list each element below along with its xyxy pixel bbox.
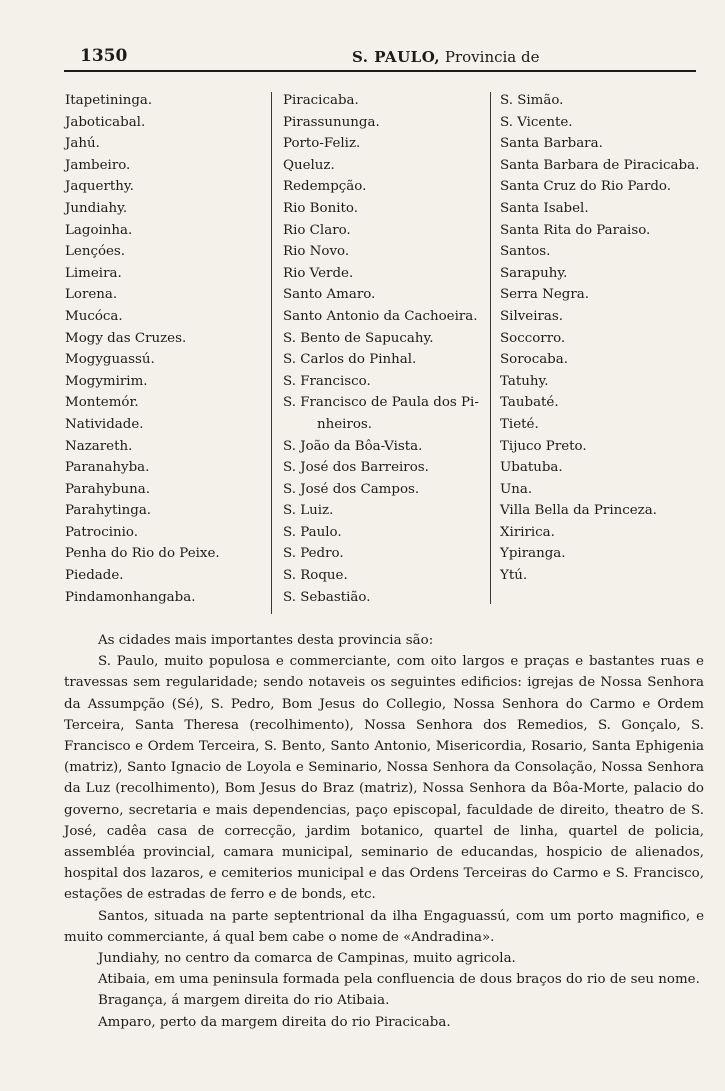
- city-entry: S. João da Bôa-Vista.: [283, 438, 423, 454]
- city-entry: Villa Bella da Princeza.: [500, 503, 657, 519]
- running-title: [352, 48, 540, 66]
- city-entry: Santos.: [500, 244, 551, 260]
- city-column-3: [500, 90, 710, 587]
- city-entry: Rio Bonito.: [283, 200, 358, 216]
- city-entry: Santa Cruz do Rio Pardo.: [500, 179, 672, 195]
- running-title-rest: Provincia de: [440, 48, 540, 66]
- city-entry: S. José dos Campos.: [283, 481, 420, 497]
- city-entry: Lorena.: [65, 287, 118, 303]
- city-entry: Pindamonhangaba.: [65, 589, 196, 605]
- city-entry: Santa Barbara de Piracicaba.: [500, 157, 700, 173]
- city-entry: Santa Barbara.: [500, 136, 603, 152]
- city-column-2: [283, 90, 493, 608]
- city-entry: S. Pedro.: [283, 546, 344, 562]
- city-entry: Limeira.: [65, 265, 122, 281]
- city-entry: Serra Negra.: [500, 287, 589, 303]
- city-entry: Paranahyba.: [65, 460, 150, 476]
- city-entry: S. Francisco de Paula dos Pi-: [283, 395, 479, 411]
- city-entry: S. Francisco.: [283, 373, 371, 389]
- city-entry: S. Paulo.: [283, 524, 342, 540]
- city-entry: Parahytinga.: [65, 503, 152, 519]
- city-entry: S. Vicente.: [500, 114, 573, 130]
- city-entry: Rio Novo.: [283, 244, 350, 260]
- city-entry: Porto-Feliz.: [283, 136, 361, 152]
- city-entry: S. Carlos do Pinhal.: [283, 352, 417, 368]
- city-entry: S. Simão.: [500, 93, 564, 108]
- city-entry: Jundiahy.: [65, 200, 128, 216]
- city-entry: S. José dos Barreiros.: [283, 460, 429, 476]
- city-entry: Redempção.: [283, 179, 367, 195]
- city-entry: Taubaté.: [500, 395, 559, 411]
- city-entry: Ypiranga.: [500, 546, 566, 562]
- city-entry: Itapetininga.: [65, 93, 153, 108]
- city-entry: Tieté.: [500, 416, 539, 432]
- paragraph: Jundiahy, no centro da comarca de Campinas, muito agricola.: [98, 951, 516, 967]
- city-entry: Jaquerthy.: [65, 179, 134, 195]
- city-entry: Lençóes.: [65, 244, 126, 260]
- column-divider-1: [271, 92, 272, 614]
- page-number: 1350: [80, 46, 128, 66]
- paragraph: Amparo, perto da margem direita do rio Piracicaba.: [98, 1014, 451, 1030]
- city-entry: Mucóca.: [65, 308, 123, 324]
- city-entry: Xiririca.: [500, 524, 555, 540]
- paragraph: As cidades mais importantes desta provincia são:: [98, 633, 434, 648]
- paragraph: S. Paulo, muito populosa e commerciante, com oito largos e praças e bastantes ruas e travessas sem regularidade; sendo notaveis os seguintes edificios: igrejas de Nossa Senhora da Assumpção (Sé), S. Pedro, Bom Jesus do Collegio, Nossa Senhora do Carmo e Ordem Terceira, Santa Theresa (recolhimento), Nossa Senhora dos Remedios, S. Gonçalo, S. Francisco e Ordem Terceira, S. Bento, Santo Antonio, Misericordia, Rosario, Santa Ephigenia (matriz), Santo Ignacio de Loyola e Seminario, Nossa Senhora da Consolação, Nossa Senhora da Luz (recolhimento), Bom Jesus do Braz (matriz), Nossa Senhora da Bôa-Morte, palacio do governo, secretaria e mais dependencias, paço episcopal, faculdade de direito, theatro de S. José, cadêa casa de correcção, jardim botanico, quartel de linha, quartel de policia, assembléa provincial, camara municipal, seminario de educandas, hospicio de alienados, hospital dos lazaros, e cemiterios municipal e das Ordens Terceiras do Carmo e S. Francisco, estações de estradas de ferro e de bonds, etc.: [64, 654, 704, 903]
- city-entry: Soccorro.: [500, 330, 566, 346]
- city-entry: nheiros.: [317, 416, 373, 432]
- running-title-bold: S. PAULO,: [352, 48, 441, 66]
- city-entry: Santo Amaro.: [283, 287, 376, 303]
- city-entry: Lagoinha.: [65, 222, 133, 238]
- paragraph: Bragança, á margem direita do rio Atibaia.: [98, 993, 390, 1009]
- city-entry: Sarapuhy.: [500, 265, 568, 281]
- city-entry: Rio Claro.: [283, 222, 351, 238]
- city-entry: Ytú.: [500, 568, 528, 584]
- city-column-1: [65, 90, 265, 608]
- city-entry: Mogymirim.: [65, 373, 148, 389]
- city-entry: Jaboticabal.: [65, 114, 146, 130]
- city-entry: Jahú.: [65, 136, 100, 152]
- city-entry: Piedade.: [65, 568, 124, 584]
- city-entry: Piracicaba.: [283, 93, 359, 108]
- city-entry: Rio Verde.: [283, 265, 354, 281]
- city-entry: Patrocinio.: [65, 524, 139, 540]
- city-entry: Pirassununga.: [283, 114, 380, 130]
- city-entry: Jambeiro.: [65, 157, 131, 173]
- city-entry: Silveiras.: [500, 308, 564, 324]
- city-entry: Nazareth.: [65, 438, 133, 454]
- header-rule: [64, 70, 696, 72]
- body-text: [64, 630, 704, 1033]
- paragraph: Atibaia, em uma peninsula formada pela confluencia de dous braços do rio de seu nome.: [98, 972, 700, 988]
- page-header: [62, 44, 698, 72]
- city-entry: S. Bento de Sapucahy.: [283, 330, 434, 346]
- city-entry: Montemór.: [65, 395, 139, 411]
- city-entry: S. Sebastião.: [283, 589, 371, 605]
- city-entry: S. Luiz.: [283, 503, 334, 519]
- city-entry: Penha do Rio do Peixe.: [65, 546, 220, 562]
- city-entry: Tatuhy.: [500, 373, 549, 389]
- city-entry: Natividade.: [65, 416, 144, 432]
- city-entry: Ubatuba.: [500, 460, 563, 476]
- city-entry: Santa Rita do Paraiso.: [500, 222, 651, 238]
- city-entry: Mogyguassú.: [65, 352, 155, 368]
- city-entry: Sorocaba.: [500, 352, 568, 368]
- column-divider-2: [490, 92, 491, 604]
- city-entry: Santo Antonio da Cachoeira.: [283, 308, 478, 324]
- city-entry: S. Roque.: [283, 568, 348, 584]
- city-entry: Mogy das Cruzes.: [65, 330, 187, 346]
- city-entry: Una.: [500, 481, 533, 497]
- paragraph: Santos, situada na parte septentrional da ilha Engaguassú, com um porto magnifico, e muito commerciante, á qual bem cabe o nome de «Andradina».: [64, 908, 704, 945]
- city-entry: Tijuco Preto.: [500, 438, 587, 454]
- city-entry: Queluz.: [283, 157, 335, 173]
- city-entry: Santa Isabel.: [500, 200, 589, 216]
- city-entry: Parahybuna.: [65, 481, 151, 497]
